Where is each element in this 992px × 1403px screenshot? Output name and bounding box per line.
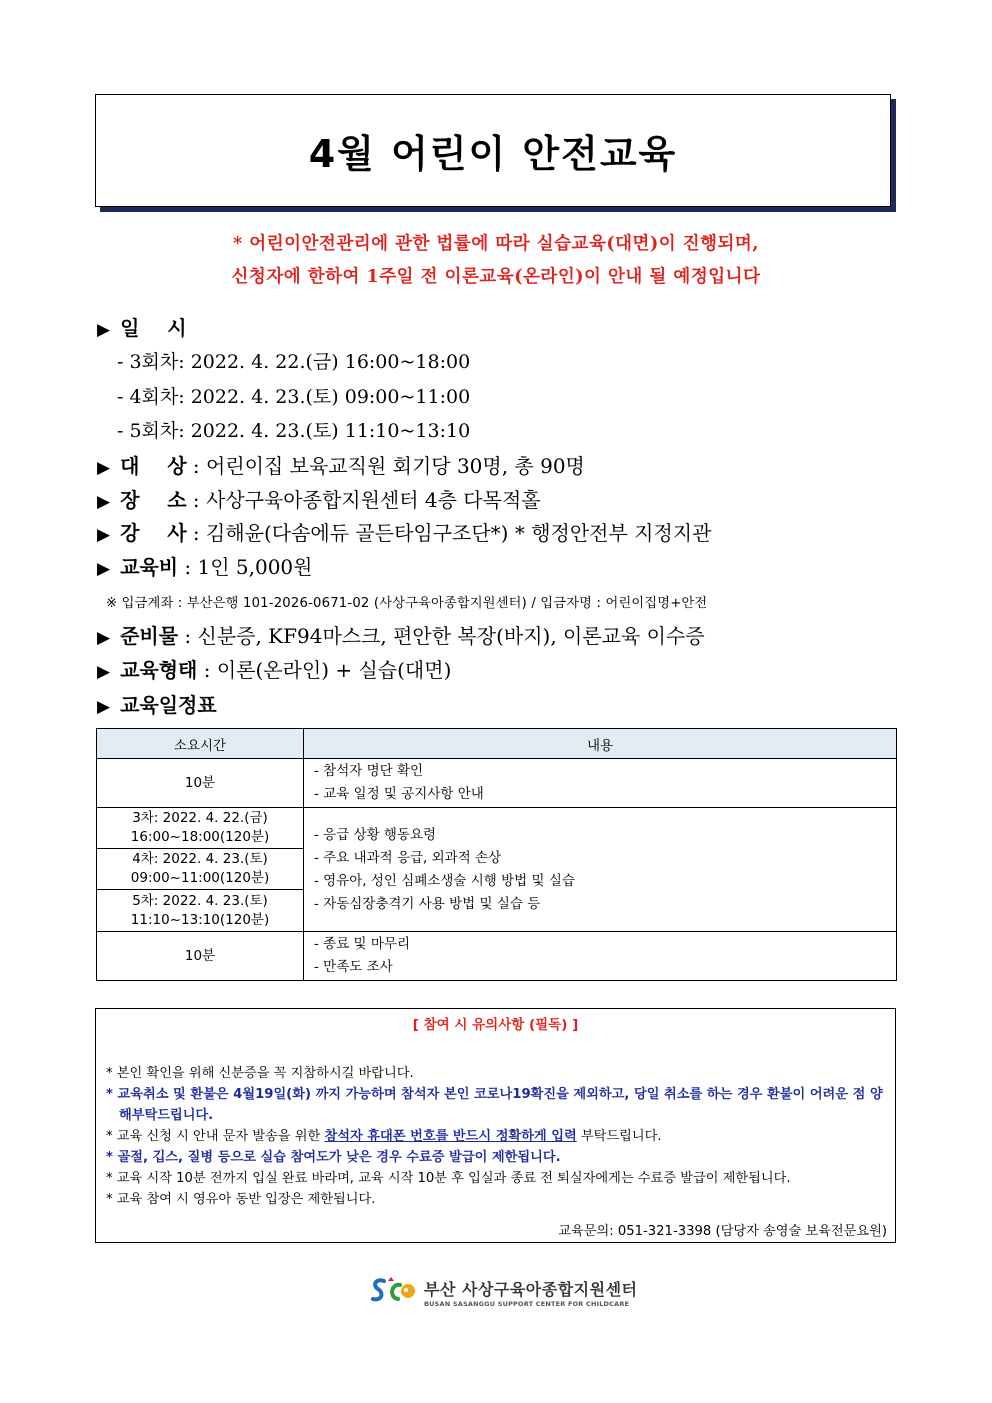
triangle-bullet-icon: ▶ (97, 458, 111, 478)
notice-line-2: 신청자에 한하여 1주일 전 이론교육(온라인)이 안내 될 예정입니다 (231, 267, 761, 287)
list-item: - 만족도 조사 (314, 959, 393, 975)
footer (370, 1275, 638, 1309)
intro-duration: 10분 (97, 759, 304, 808)
triangle-bullet-icon: ▶ (97, 628, 111, 648)
triangle-bullet-icon: ▶ (97, 662, 111, 682)
supplies-value: : 신분증, KF94마스크, 편안한 복장(바지), 이론교육 이수증 (178, 624, 705, 648)
timetable (96, 728, 897, 981)
lecturer-section (97, 517, 711, 546)
table-header-row (97, 729, 897, 759)
session-cell (97, 890, 304, 932)
target-label: 대 상 (120, 454, 187, 478)
caution-text: * 교육 신청 시 안내 문자 발송을 위한 (106, 1129, 325, 1144)
table-row (97, 808, 897, 849)
caution-item: * 교육취소 및 환불은 4월19일(화) 까지 가능하며 참석자 본인 코로나19확진을 제외하고, 당일 취소를 하는 경우 환불이 어려운 점 양해부탁드립니다. (106, 1087, 883, 1123)
header-duration: 소요시간 (97, 729, 304, 759)
notice-line-1: * 어린이안전관리에 관한 법률에 따라 실습교육(대면)이 진행되며, (233, 234, 759, 254)
place-value: : 사상구육아종합지원센터 4층 다목적홀 (186, 488, 541, 512)
session-time: 16:00~18:00(120분) (130, 829, 270, 845)
main-content (304, 808, 897, 932)
fee-value: : 1인 5,000원 (178, 555, 313, 579)
session-date: 3차: 2022. 4. 22.(금) (132, 810, 268, 826)
list-item: - 참석자 명단 확인 (314, 763, 424, 779)
caution-item: * 교육 시작 10분 전까지 입실 완료 바라며, 교육 시작 10분 후 입실과 종료 전 퇴실자에게는 수료증 발급이 제한됩니다. (106, 1171, 791, 1186)
caution-box (95, 1008, 896, 1243)
format-label: 교육형태 (120, 658, 198, 682)
caution-text: 부탁드립니다. (576, 1129, 662, 1144)
session-date: 5차: 2022. 4. 23.(토) (132, 892, 268, 909)
contact-info: 교육문의: 051-321-3398 (담당자 송영술 보육전문요원) (558, 1224, 887, 1239)
outro-duration: 10분 (97, 932, 304, 981)
fee-section (97, 551, 312, 580)
header-content: 내용 (304, 729, 897, 759)
caution-item: * 골절, 깁스, 질병 등으로 실습 참여도가 낮은 경우 수료증 발급이 제한됩니다. (106, 1150, 561, 1165)
caution-title: [ 참여 시 유의사항 (필독) ] (412, 1017, 579, 1033)
format-section (97, 654, 451, 683)
center-name: 부산 사상구육아종합지원센터 (424, 1279, 638, 1299)
list-item: - 교육 일정 및 공지사항 안내 (314, 786, 484, 802)
page-title: 4월 어린이 안전교육 (308, 132, 678, 176)
timetable-section (97, 689, 217, 718)
caution-emphasis: 참석자 휴대폰 번호를 반드시 정확하게 입력 (324, 1129, 577, 1144)
caution-list (96, 1063, 895, 1210)
place-label: 장 소 (120, 488, 187, 512)
list-item: - 자동심장충격기 사용 방법 및 실습 등 (314, 895, 541, 912)
lecturer-value: : 김해윤(다솜에듀 골든타임구조단*) * 행정안전부 지정지관 (186, 521, 712, 545)
triangle-bullet-icon: ▶ (97, 525, 111, 545)
outro-content (304, 932, 897, 981)
place-section (97, 484, 541, 513)
lecturer-label: 강 사 (120, 521, 187, 545)
list-item: - 영유아, 성인 심폐소생술 시행 방법 및 실습 (314, 872, 575, 889)
list-item: - 종료 및 마무리 (314, 936, 410, 952)
target-section (97, 450, 585, 479)
supplies-label: 준비물 (120, 624, 179, 648)
session-date: 4차: 2022. 4. 23.(토) (132, 851, 268, 867)
session-cell (97, 849, 304, 890)
session-4: - 4회차: 2022. 4. 23.(토) 09:00~11:00 (117, 386, 471, 408)
session-cell (97, 808, 304, 849)
list-item: - 주요 내과적 응급, 외과적 손상 (314, 849, 502, 866)
center-name-english: BUSAN SASANGGU SUPPORT CENTER FOR CHILDCARE (424, 1299, 630, 1308)
table-row (97, 932, 897, 981)
target-value: : 어린이집 보육교직원 회기당 30명, 총 90명 (186, 454, 585, 478)
notice (95, 228, 897, 294)
triangle-bullet-icon: ▶ (97, 320, 111, 340)
session-time: 09:00~11:00(120분) (130, 870, 270, 886)
session-time: 11:10~13:10(120분) (130, 911, 270, 928)
caution-item: * 교육 참여 시 영유아 동반 입장은 제한됩니다. (106, 1192, 376, 1207)
caution-item (106, 1126, 885, 1147)
caution-item: * 본인 확인을 위해 신분증을 꼭 지참하시길 바랍니다. (106, 1066, 414, 1081)
timetable-label: 교육일정표 (120, 693, 217, 717)
format-value: : 이론(온라인) + 실습(대면) (197, 658, 452, 682)
triangle-bullet-icon: ▶ (97, 697, 111, 717)
intro-content (304, 759, 897, 808)
schedule-section (97, 312, 187, 341)
session-3: - 3회차: 2022. 4. 22.(금) 16:00~18:00 (117, 351, 471, 373)
triangle-bullet-icon: ▶ (97, 559, 111, 579)
table-row (97, 759, 897, 808)
center-logo-icon (370, 1275, 418, 1309)
account-note: ※ 입금계좌 : 부산은행 101-2026-0671-02 (사상구육아종합지원센터) / 입금자명 : 어린이집명+안전 (106, 596, 708, 611)
triangle-bullet-icon: ▶ (97, 492, 111, 512)
schedule-label: 일 시 (120, 316, 187, 340)
list-item: - 응급 상황 행동요령 (314, 826, 437, 843)
footer-names (424, 1277, 638, 1308)
session-5: - 5회차: 2022. 4. 23.(토) 11:10~13:10 (117, 420, 471, 442)
supplies-section (97, 620, 705, 649)
fee-label: 교육비 (120, 555, 179, 579)
title-box (95, 94, 891, 207)
